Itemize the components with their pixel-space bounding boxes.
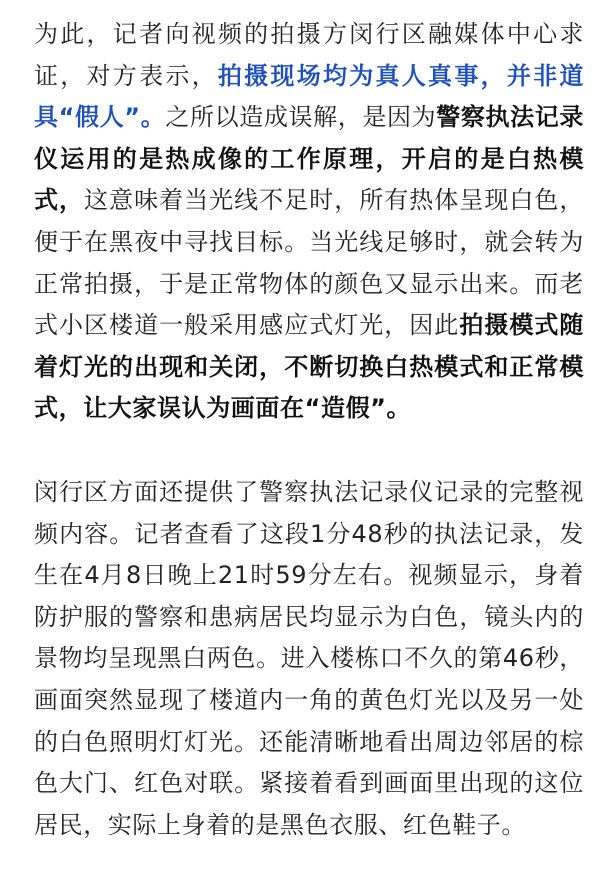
text-segment: 为此，记者向视频的拍摄方闵行区融媒体中心求证，对方表示， [34,20,584,90]
text-segment: 闵行区方面还提供了警察执法记录仪记录的完整视频内容。记者查看了这段1分48秒的执法记录，发生在4月8日晚上21时59分左右。视频显示，身着防护服的警察和患病居民均显示为白色，镜头内的景物均呈现黑白两色。进入楼栋口不久的第46秒，画面突然显现了楼道内一角的黄色灯光以及另一处的白色照明灯灯光。还能清晰地看出周边邻居的棕色大门、红色对联。紧接着看到画面里出现的这位居民，实际上身着的是黑色衣服、红色鞋子。 [34,477,584,839]
text-segment: 之所以造成误解，是因为 [165,103,437,132]
highlighted-statement: 拍摄现场均为真人真事，并非道具“假人”。 [34,61,584,132]
bold-explanation: 警察执法记录仪运用的是热成像的工作原理，开启的是白热模式， [34,103,584,215]
text-segment: 这意味着当光线不足时，所有热体呈现白色，便于在黑夜中寻找目标。当光线足够时，就会转为正常拍摄，于是正常物体的颜色又显示出来。而老式小区楼道一般采用感应式灯光，因此 [34,186,585,340]
article-body [34,14,584,846]
paragraph-1 [34,14,584,430]
bold-conclusion: 拍摄模式随着灯光的出现和关闭，不断切换白热模式和正常模式，让大家误认为画面在“造假”。 [34,311,585,423]
paragraph-2 [34,472,584,846]
